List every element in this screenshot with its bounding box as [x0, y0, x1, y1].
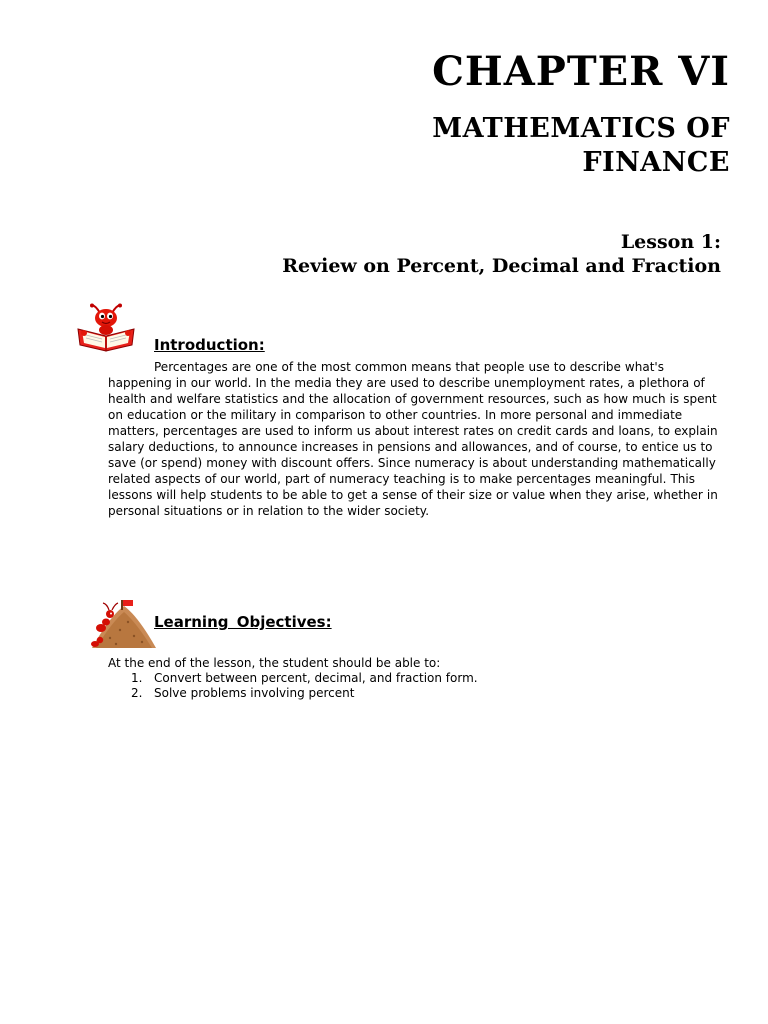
- subject-title-line-2: FINANCE: [582, 147, 730, 178]
- ant-hill-mascot-icon: [90, 598, 158, 650]
- lesson-number: Lesson 1:: [620, 231, 721, 253]
- objective-item: [108, 686, 478, 701]
- reading-mascot-icon: [74, 303, 140, 353]
- lesson-heading: [282, 230, 721, 278]
- objectives-list: [108, 671, 478, 701]
- objective-number: 2.: [131, 686, 143, 700]
- objectives-lead: At the end of the lesson, the student should be able to:: [108, 656, 441, 670]
- introduction-heading: Introduction:: [154, 336, 265, 354]
- chapter-title: CHAPTER VI: [432, 48, 730, 95]
- subject-title: [432, 112, 730, 180]
- objective-text: Convert between percent, decimal, and fraction form.: [154, 671, 478, 685]
- introduction-body: Percentages are one of the most common means that people use to describe what's happening in our world. In the media they are used to describe unemployment rates, a plethora of health and welfare statistics and the allocation of government resources, such as how much is spent on education or the military in comparison to other countries. In more personal and immediate matters, percentages are used to inform us about interest rates on credit cards and loans, to explain salary deductions, to announce increases in pensions and allowances, and of course, to entice us to save (or spend) money with discount offers. Since numeracy is about understanding mathematically related aspects of our world, part of numeracy teaching is to make percentages meaningful. This lessons will help students to be able to get a sense of their size or value when they arise, whether in personal situations or in relation to the wider society.: [108, 360, 718, 518]
- objectives-heading: Learning Objectives:: [154, 613, 332, 631]
- objective-number: 1.: [131, 671, 143, 685]
- objective-item: [108, 671, 478, 686]
- objective-text: Solve problems involving percent: [154, 686, 355, 700]
- subject-title-line-1: MATHEMATICS OF: [432, 113, 730, 144]
- lesson-title: Review on Percent, Decimal and Fraction: [282, 255, 721, 277]
